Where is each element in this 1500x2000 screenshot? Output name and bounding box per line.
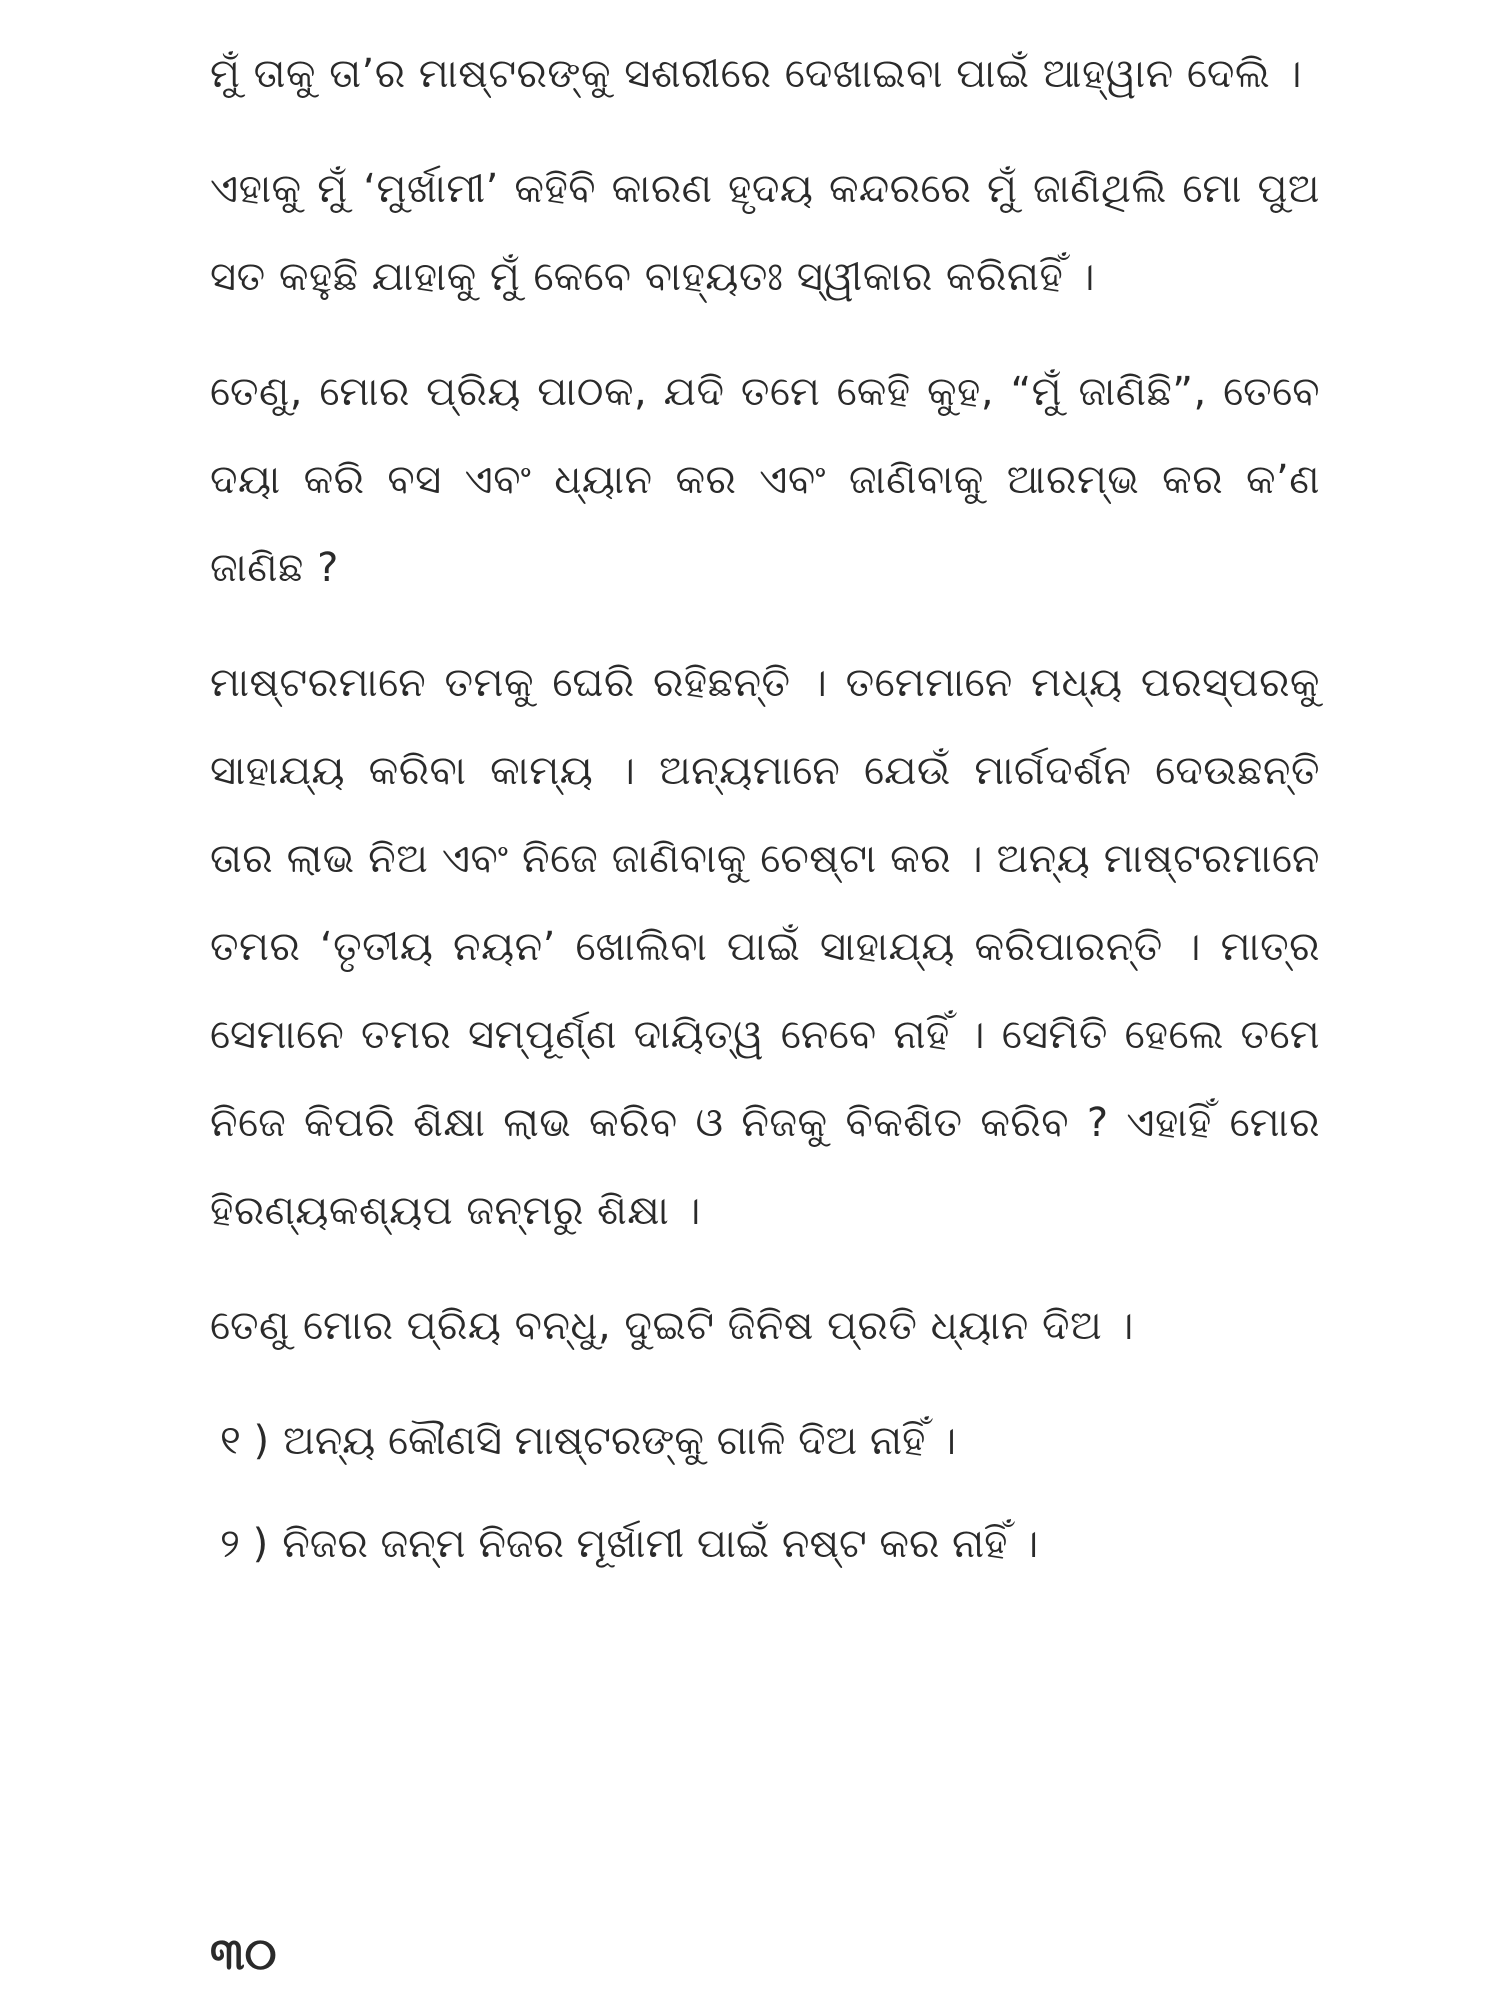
paragraph-5: ତେଣୁ ମୋର ପ୍ରିୟ ବନ୍ଧୁ, ଦୁଇଟି ଜିନିଷ ପ୍ରତି ଧ୍ୟାନ ଦିଅ ।	[210, 1303, 1134, 1349]
list-item-number: ୧ )	[220, 1418, 270, 1464]
page-number: ୩୦	[210, 1929, 277, 1980]
paragraph-2: ଏହାକୁ ମୁଁ ‘ମୁର୍ଖାମୀ’ କହିବି କାରଣ ହୃଦୟ କନ୍ଦରରେ ମୁଁ ଜାଣିଥିଲି ମୋ ପୁଅ ସତ କହୁଛି ଯାହାକୁ ମୁଁ କେବେ ବାହ୍ୟତଃ ସ୍ୱୀକାର କରିନାହିଁ ।	[210, 166, 1320, 300]
list-item-1	[220, 1397, 1320, 1485]
paragraph-1: ମୁଁ ତାକୁ ତା’ର ମାଷ୍ଟରଙ୍କୁ ସଶରୀରେ ଦେଖାଇବା ପାଇଁ ଆହ୍ୱାନ ଦେଲି ।	[210, 51, 1302, 97]
list-item-number: ୨ )	[220, 1521, 269, 1567]
list-item-text: ଅନ୍ୟ କୌଣସି ମାଷ୍ଟରଙ୍କୁ ଗାଳି ଦିଅ ନାହିଁ ।	[283, 1418, 957, 1464]
list-item-2	[220, 1500, 1320, 1588]
paragraph-4: ମାଷ୍ଟରମାନେ ତମକୁ ଘେରି ରହିଛନ୍ତି । ତମେମାନେ ମଧ୍ୟ ପରସ୍ପରକୁ ସାହାଯ୍ୟ କରିବା କାମ୍ୟ । ଅନ୍ୟମାନେ ଯେଉଁ ମାର୍ଗଦର୍ଶନ ଦେଉଛନ୍ତି ତାର ଲାଭ ନିଅ ଏବଂ ନିଜେ ଜାଣିବାକୁ ଚେଷ୍ଟା କର । ଅନ୍ୟ ମାଷ୍ଟରମାନେ ତମର ‘ତୃତୀୟ ନୟନ’ ଖୋଲିବା ପାଇଁ ସାହାଯ୍ୟ କରିପାରନ୍ତି । ମାତ୍ର ସେମାନେ ତମର ସମ୍ପୂର୍ଣ୍ଣ ଦାୟିତ୍ୱ ନେବେ ନାହିଁ । ସେମିତି ହେଲେ ତମେ ନିଜେ କିପରି ଶିକ୍ଷା ଲାଭ କରିବ ଓ ନିଜକୁ ବିକଶିତ କରିବ ? ଏହାହିଁ ମୋର ହିରଣ୍ୟକଶ୍ୟପ ଜନ୍ମରୁ ଶିକ୍ଷା ।	[210, 660, 1320, 1234]
paragraph-3: ତେଣୁ, ମୋର ପ୍ରିୟ ପାଠକ, ଯଦି ତମେ କେହି କୁହ, “ମୁଁ ଜାଣିଛି”, ତେବେ ଦୟା କରି ବସ ଏବଂ ଧ୍ୟାନ କର ଏବଂ ଜାଣିବାକୁ ଆରମ୍ଭ କର କ’ଣ ଜାଣିଛ ?	[210, 369, 1320, 591]
list-item-text: ନିଜର ଜନ୍ମ ନିଜର ମୂର୍ଖାମୀ ପାଇଁ ନଷ୍ଟ କର ନାହିଁ ।	[282, 1521, 1039, 1567]
page-body	[210, 30, 1320, 1603]
